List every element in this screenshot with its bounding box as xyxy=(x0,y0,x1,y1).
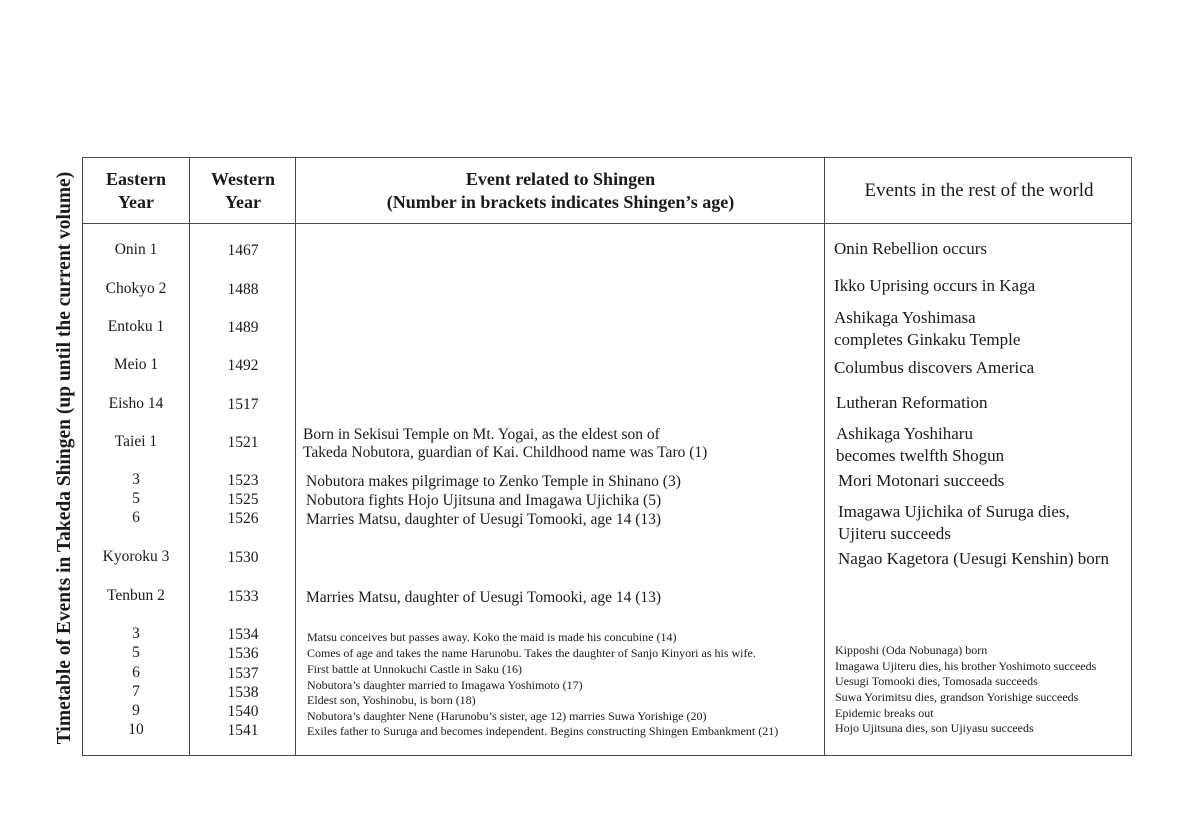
world-event-cell: Mori Motonari succeeds xyxy=(838,471,1005,490)
shingen-event-cell: Matsu conceives but passes away. Koko the maid is made his concubine (14) xyxy=(307,630,677,644)
eastern-year-cell: Onin 1 xyxy=(114,241,158,258)
document-title: Timetable of Events in Takeda Shingen (up until the current volume) xyxy=(54,171,75,745)
world-event-cell: Kipposhi (Oda Nobunaga) born xyxy=(835,643,988,657)
shingen-event-cell: Nobutora’s daughter married to Imagawa Yoshimoto (17) xyxy=(307,678,583,692)
world-event-cell: becomes twelfth Shogun xyxy=(836,446,1005,465)
western-year-cell: 1488 xyxy=(227,281,259,298)
western-year-cell: 1492 xyxy=(227,357,259,374)
eastern-year-cell: 6 xyxy=(132,509,140,526)
world-event-cell: Imagawa Ujichika of Suruga dies, xyxy=(838,502,1070,521)
shingen-event-cell: Exiles father to Suruga and becomes independent. Begins constructing Shingen Embankment (21) xyxy=(307,724,779,738)
world-event-cell: Ujiteru succeeds xyxy=(838,524,951,543)
eastern-year-cell: Entoku 1 xyxy=(107,318,165,335)
header-world-events-label: Events in the rest of the world xyxy=(864,180,1094,201)
eastern-year-cell: 3 xyxy=(132,471,140,488)
header-shingen-event-line2: (Number in brackets indicates Shingen’s age) xyxy=(386,191,735,212)
eastern-year-cell: 5 xyxy=(132,644,140,661)
shingen-event-cell: Takeda Nobutora, guardian of Kai. Childhood name was Taro (1) xyxy=(303,444,708,461)
western-year-cell: 1530 xyxy=(227,549,259,566)
header-western-year xyxy=(190,158,296,223)
western-year-cell: 1526 xyxy=(227,510,259,527)
header-world-events xyxy=(825,158,1133,223)
western-year-cell: 1537 xyxy=(227,665,259,682)
eastern-year-cell: Kyoroku 3 xyxy=(102,548,170,565)
shingen-event-cell: Nobutora’s daughter Nene (Harunobu’s sister, age 12) marries Suwa Yorishige (20) xyxy=(307,709,707,723)
world-event-cell: Suwa Yorimitsu dies, grandson Yorishige succeeds xyxy=(835,690,1079,704)
western-year-cell: 1536 xyxy=(227,645,259,662)
eastern-year-cell: Taiei 1 xyxy=(114,433,158,450)
western-year-cell: 1534 xyxy=(227,626,259,643)
world-event-cell: Ashikaga Yoshiharu xyxy=(836,424,973,443)
shingen-event-cell: Eldest son, Yoshinobu, is born (18) xyxy=(307,693,476,707)
shingen-event-cell: Nobutora fights Hojo Ujitsuna and Imagawa Ujichika (5) xyxy=(306,492,662,509)
header-eastern-year xyxy=(82,158,190,223)
western-year-cell: 1541 xyxy=(227,722,259,739)
header-western-year-label: Western Year xyxy=(211,168,275,212)
world-event-cell: Imagawa Ujiteru dies, his brother Yoshimoto succeeds xyxy=(835,659,1097,673)
header-eastern-year-label: Eastern Year xyxy=(106,168,166,212)
eastern-year-cell: 10 xyxy=(128,721,144,738)
shingen-event-cell: Marries Matsu, daughter of Uesugi Tomooki, age 14 (13) xyxy=(306,511,662,528)
world-event-cell: Epidemic breaks out xyxy=(835,706,934,720)
western-year-cell: 1540 xyxy=(227,703,259,720)
western-year-cell: 1517 xyxy=(227,396,259,413)
western-year-cell: 1523 xyxy=(227,472,259,489)
eastern-year-cell: 5 xyxy=(132,490,140,507)
world-event-cell: Nagao Kagetora (Uesugi Kenshin) born xyxy=(838,549,1109,568)
eastern-year-cell: 9 xyxy=(132,702,140,719)
header-shingen-event xyxy=(296,158,825,223)
header-divider xyxy=(82,223,1132,224)
eastern-year-cell: Tenbun 2 xyxy=(107,587,165,604)
western-year-cell: 1525 xyxy=(227,491,259,508)
eastern-year-cell: 7 xyxy=(132,683,140,700)
world-event-cell: Hojo Ujitsuna dies, son Ujiyasu succeeds xyxy=(835,721,1034,735)
western-year-cell: 1533 xyxy=(227,588,259,605)
eastern-year-cell: Meio 1 xyxy=(113,356,159,373)
western-year-cell: 1538 xyxy=(227,684,259,701)
world-event-cell: completes Ginkaku Temple xyxy=(834,330,1021,349)
eastern-year-cell: Chokyo 2 xyxy=(105,280,167,297)
world-event-cell: Uesugi Tomooki dies, Tomosada succeeds xyxy=(835,674,1038,688)
world-event-cell: Lutheran Reformation xyxy=(836,393,988,412)
world-event-cell: Ashikaga Yoshimasa xyxy=(834,308,976,327)
eastern-year-cell: 6 xyxy=(132,664,140,681)
header-shingen-event-line1: Event related to Shingen xyxy=(465,168,656,189)
shingen-event-cell: Comes of age and takes the name Harunobu. Takes the daughter of Sanjo Kinyori as his wife. xyxy=(307,646,756,660)
column-divider xyxy=(824,157,825,756)
shingen-event-cell: Born in Sekisui Temple on Mt. Yogai, as the eldest son of xyxy=(303,426,660,443)
world-event-cell: Columbus discovers America xyxy=(834,358,1035,377)
shingen-event-cell: Nobutora makes pilgrimage to Zenko Temple in Shinano (3) xyxy=(306,473,681,490)
eastern-year-cell: Eisho 14 xyxy=(108,395,164,412)
western-year-cell: 1521 xyxy=(227,434,259,451)
eastern-year-cell: 3 xyxy=(132,625,140,642)
world-event-cell: Ikko Uprising occurs in Kaga xyxy=(834,276,1036,295)
shingen-event-cell: First battle at Unnokuchi Castle in Saku (16) xyxy=(307,662,522,676)
western-year-cell: 1467 xyxy=(227,242,259,259)
western-year-cell: 1489 xyxy=(227,319,259,336)
shingen-event-cell: Marries Matsu, daughter of Uesugi Tomooki, age 14 (13) xyxy=(306,589,662,606)
world-event-cell: Onin Rebellion occurs xyxy=(834,239,987,258)
